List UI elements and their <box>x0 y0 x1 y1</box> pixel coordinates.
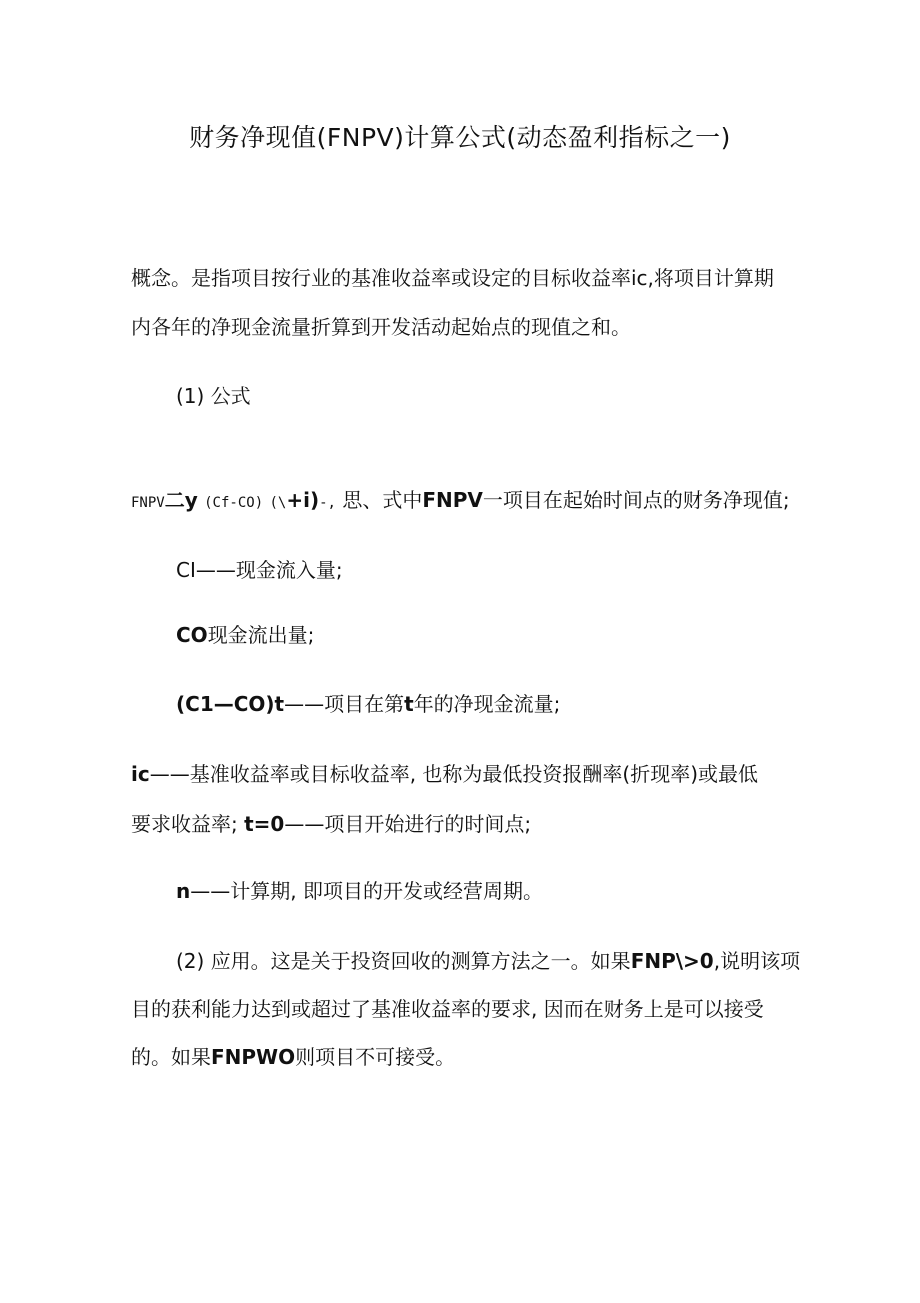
formula-paren: (\ <box>269 495 287 511</box>
definition-line-2: 内各年的净现金流量折算到开发活动起始点的现值之和。 <box>131 315 631 339</box>
n-code: n <box>176 879 191 903</box>
co-text: 现金流出量; <box>207 623 315 647</box>
formula-heading: (1) 公式 <box>176 384 251 408</box>
ci-line: CI——现金流入量; <box>176 558 343 582</box>
n-text: ——计算期, 即项目的开发或经营周期。 <box>190 879 543 903</box>
formula-tail: 一项目在起始时间点的财务净现值; <box>482 488 790 512</box>
n-line <box>176 877 543 905</box>
app3-code: FNPWO <box>211 1045 296 1069</box>
ic-line-2 <box>131 810 531 838</box>
net-t: t <box>404 692 414 716</box>
application-line-1 <box>176 947 800 975</box>
definition-line-1: 概念。是指项目按行业的基准收益率或设定的目标收益率ic,将项目计算期 <box>131 266 774 290</box>
app3-tail: 则项目不可接受。 <box>295 1045 456 1069</box>
ic-code: ic <box>131 762 150 786</box>
net-tail: 年的净现金流量; <box>413 692 561 716</box>
formula-eq-sign: 二 <box>164 488 185 512</box>
formula-rest: 思、式中 <box>342 488 423 512</box>
formula-y: y <box>184 488 198 512</box>
formula-cfco: (Cf-CO) <box>204 495 264 511</box>
formula-line <box>131 486 790 517</box>
document-title: 财务净现值(FNPV)计算公式(动态盈利指标之一) <box>189 123 731 152</box>
application-line-3 <box>131 1043 455 1071</box>
application-line-2: 目的获利能力达到或超过了基准收益率的要求, 因而在财务上是可以接受 <box>131 997 764 1021</box>
ic2-code: t=0 <box>244 812 285 836</box>
app1-code: FNP\>0 <box>630 949 714 973</box>
net-cashflow-line <box>176 690 560 718</box>
co-code: CO <box>176 623 208 647</box>
formula-plus-i: +i) <box>286 488 320 512</box>
ic-text: ——基准收益率或目标收益率, 也称为最低投资报酬率(折现率)或最低 <box>149 762 759 786</box>
formula-fnpv-prefix: FNPV <box>131 495 165 511</box>
net-text: ——项目在第 <box>284 692 405 716</box>
ic2-text: 要求收益率; <box>131 812 245 836</box>
co-line <box>176 621 314 649</box>
formula-fnpv-bold: FNPV <box>422 488 483 512</box>
ic2-tail: ——项目开始进行的时间点; <box>284 812 532 836</box>
ic-line-1 <box>131 760 758 788</box>
formula-arrow: -, <box>319 495 336 511</box>
app1-prefix: (2) 应用。这是关于投资回收的测算方法之一。如果 <box>176 949 631 973</box>
app3-prefix: 的。如果 <box>131 1045 211 1069</box>
net-code: (C1—CO)t <box>176 692 285 716</box>
app1-tail: ,说明该项 <box>713 949 801 973</box>
